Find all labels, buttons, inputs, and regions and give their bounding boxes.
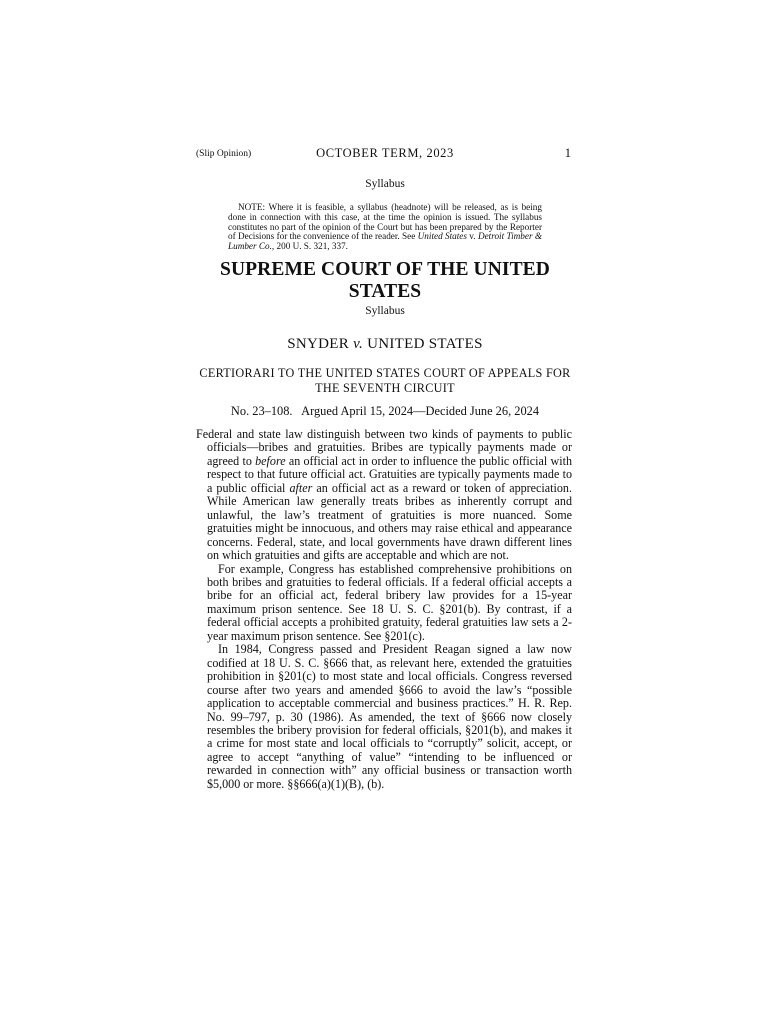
note-cite-rest: , 200 U. S. 321, 337. <box>271 241 348 252</box>
p1-before: before <box>255 453 286 468</box>
paragraph-1 <box>196 428 572 563</box>
syllabus-heading: Syllabus <box>365 305 405 317</box>
p1-after: after <box>289 480 313 495</box>
p1-part-b: an official act in order to influence the public official with respect to that future official act. Gratuities are typically payments made to a public official <box>207 453 572 495</box>
note-cite-v: v. <box>466 231 478 242</box>
certiorari-line: CERTIORARI TO THE UNITED STATES COURT OF APPEALS FOR THE SEVENTH CIRCUIT <box>199 366 571 395</box>
running-header <box>196 146 574 164</box>
versus-label: v. <box>353 336 364 352</box>
docket-line: No. 23–108. Argued April 15, 2024—Decided June 26, 2024 <box>230 404 540 418</box>
page-number: 1 <box>564 146 571 160</box>
p1-part-c: an official act as a reward or token of appreciation. While American law generally treats bribes as inherently corrupt and unlawful, the law’s treatment of gratuities is more nuanced. Some gratuities might be innocuous, and others may raise ethical and appearance concerns. Federal, state, and local governments have drawn different lines on which gratuities and gifts are acceptable and which are not. <box>207 480 572 563</box>
reporter-note-text <box>228 203 542 252</box>
syllabus-body <box>196 428 572 791</box>
paragraph-2: For example, Congress has established comprehensive prohibitions on both bribes and gratuities to federal officials. If a federal official accepts a bribe for an official act, federal bribery law provides for a 15-year maximum prison sentence. See 18 U. S. C. §201(b). By contrast, if a federal official accepts a prohibited gratuity, federal gratuities law sets a 2-year maximum prison sentence. See §201(c). <box>207 561 572 643</box>
note-body: NOTE: Where it is feasible, a syllabus (headnote) will be released, as is being done in connection with this case, at the time the opinion is issued. The syllabus constitutes no part of the opinion of the Court but has been prepared by the Reporter of Decisions for the convenience of the reader. See <box>228 202 542 242</box>
syllabus-heading-top: Syllabus <box>365 178 405 190</box>
reporter-note <box>228 203 542 252</box>
court-name: SUPREME COURT OF THE UNITED STATES <box>220 259 550 302</box>
note-cite-party-2: Detroit Timber & Lumber Co. <box>228 231 543 252</box>
p1-part-a: Federal and state law distinguish between two kinds of payments to public officials—bribes and gratuities. Bribes are typically payments made or agreed to <box>196 427 572 468</box>
note-cite-party: United States <box>417 231 467 242</box>
party-respondent: UNITED STATES <box>367 336 483 352</box>
term-label: OCTOBER TERM, 2023 <box>316 146 454 160</box>
party-petitioner: SNYDER <box>287 336 350 352</box>
case-caption <box>196 336 574 353</box>
slip-opinion-label: (Slip Opinion) <box>196 149 252 159</box>
paragraph-3: In 1984, Congress passed and President Reagan signed a law now codified at 18 U. S. C. §666 that, as relevant here, extended the gratuities prohibition in §201(c) to most state and local officials. Congress reversed course after two years and amended §666 to avoid the law’s “possible application to acceptable commercial and business practices.” H. R. Rep. No. 99–797, p. 30 (1986). As amended, the text of §666 now closely resembles the bribery provision for federal officials, §201(b), and makes it a crime for most state and local officials to “corruptly” solicit, accept, or agree to accept “anything of value” “intending to be influenced or rewarded in connection with” any official business or transaction worth $5,000 or more. §§666(a)(1)(B), (b). <box>207 642 572 791</box>
